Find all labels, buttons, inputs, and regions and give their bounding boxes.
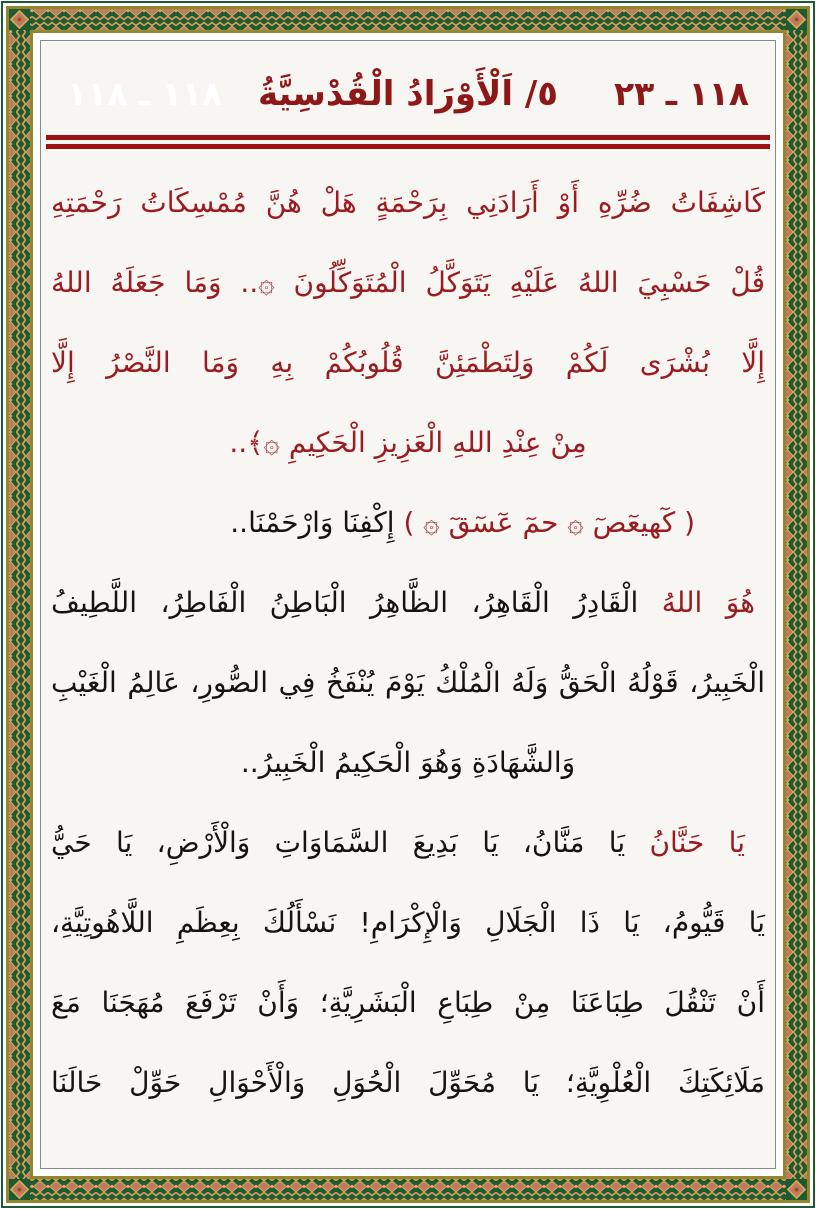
quran-letters: ( كٓهيعٓصٓ ۞ حمٓ عٓسٓقٓ ۞ ) [403,506,695,539]
lead-words: هُوَ اللهُ [661,586,755,619]
dua-text: يَا مَنَّانُ، يَا بَدِيعَ السَّمَاوَاتِ وَالْأَرْضِ، يَا حَيُّ [51,826,626,859]
ornament-border-bottom [9,1179,807,1200]
body-line-quran: قُلْ حَسْبِيَ اللهُ عَلَيْهِ يَتَوَكَّلُ الْمُتَوَكِّلُونَ ۞.. وَمَا جَعَلَهُ اللهُ [51,266,765,299]
body-line-quran: إِلَّا بُشْرَى لَكُمْ وَلِتَطْمَئِنَّ قُلُوبُكُمْ بِهِ وَمَا النَّصْرُ إِلَّا [51,346,765,379]
body-line-dua [51,803,765,883]
ornament-border-top [9,9,807,30]
body-line-dua: أَنْ تَنْقُلَ طِبَاعَنَا مِنْ طِبَاعِ الْبَشَرِيَّةِ؛ وَأَنْ تَرْفَعَ مُهَجَنَا مَعَ [51,986,765,1019]
corner-ornament-top-left-icon [9,9,30,30]
watermark-page-number: ١١٨ ـ ١١٨ [67,74,223,113]
names-text: الْقَادِرُ الْقَاهِرُ، الظَّاهِرُ الْبَاطِنُ الْفَاطِرُ، اللَّطِيفُ [51,586,639,619]
body-text [51,163,765,1123]
page-content [40,40,776,1169]
corner-ornament-bottom-left-icon [9,1179,30,1200]
dua-text: إِكْفِنَا وَارْحَمْنَا.. [230,506,395,539]
ornament-border-right [786,9,807,1200]
body-line-dua: يَا قَيُّومُ، يَا ذَا الْجَلَالِ وَالْإِكْرَامِ! نَسْأَلُكَ بِعِظَمِ اللَّاهُوتِيَّةِ، [51,906,765,939]
body-line-quran-end: مِنْ عِنْدِ اللهِ الْعَزِيزِ الْحَكِيمِ ۞﴾.. [229,426,587,459]
body-line-names [51,563,765,643]
ornament-border-left [9,9,30,1200]
corner-ornament-top-right-icon [786,9,807,30]
book-title: ٥/ اَلْأَوْرَادُ الْقُدْسِيَّةُ [257,74,559,114]
header-double-rule [46,135,770,149]
page-number: ١١٨ ـ ٢٣ [614,74,749,113]
corner-ornament-bottom-right-icon [786,1179,807,1200]
body-line-names: الْخَبِيرُ، قَوْلُهُ الْحَقُّ وَلَهُ الْمُلْكُ يَوْمَ يُنْفَخُ فِي الصُّورِ، عَالِمُ الْغَيْبِ [51,666,765,699]
lead-words: يَا حَنَّانُ [649,826,745,859]
page-header [41,55,775,133]
body-line-muqattaat [51,483,765,563]
body-line-quran: كَاشِفَاتُ ضُرِّهِ أَوْ أَرَادَنِي بِرَحْمَةٍ هَلْ هُنَّ مُمْسِكَاتُ رَحْمَتِهِ [51,186,765,219]
body-line-names-end: وَالشَّهَادَةِ وَهُوَ الْحَكِيمُ الْخَبِيرُ.. [240,746,576,779]
body-line-dua: مَلَائِكَتِكَ الْعُلْوِيَّةِ؛ يَا مُحَوِّلَ الْحُوَلِ وَالْأَحْوَالِ حَوِّلْ حَالَنَا [51,1066,765,1099]
